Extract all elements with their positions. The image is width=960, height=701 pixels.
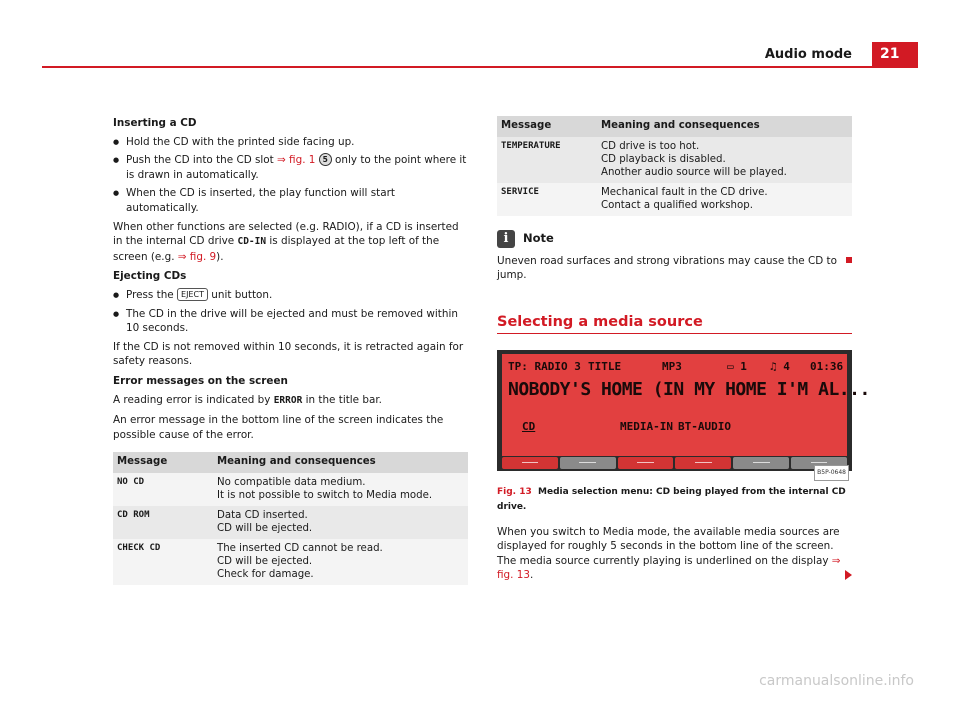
table-row: CHECK CD The inserted CD cannot be read. CD will be ejected. Check for damage. (113, 539, 468, 585)
bullet: ● Hold the CD with the printed side facing up. (113, 135, 468, 150)
table-row: NO CD No compatible data medium. It is not possible to switch to Media mode. (113, 473, 468, 506)
paragraph: When other functions are selected (e.g. RADIO), if a CD is inserted in the internal CD drive CD-IN is displayed at the top left of the screen (e.g. ⇒ fig. 9). (113, 220, 459, 263)
watermark: carmanualsonline.info (759, 673, 914, 689)
heading-inserting: Inserting a CD (113, 117, 197, 129)
table-row: SERVICE Mechanical fault in the CD drive. Contact a qualified workshop. (497, 183, 852, 216)
note-text: Uneven road surfaces and strong vibrations may cause the CD to jump. (497, 254, 852, 283)
header-rule (42, 66, 918, 68)
paragraph: An error message in the bottom line of the screen indicates the possible cause of the error. (113, 414, 444, 441)
paragraph: If the CD is not removed within 10 seconds, it is retracted again for safety reasons. (113, 340, 464, 368)
error-table-1: Message Meaning and consequences NO CD No compatible data medium. It is not possible to switch to Media mode. CD ROM Data CD inserted. CD will be ejected. CHECK CD The inserted CD cannot be read. CD will be ejected. Check for damage. (113, 452, 468, 585)
chapter-title: Audio mode (764, 47, 852, 62)
page-number: 21 (872, 42, 918, 67)
callout-number: 5 (319, 153, 332, 166)
fig-link[interactable]: ⇒ fig. 9 (177, 250, 217, 263)
bullet: ● When the CD is inserted, the play function will start automatically. (113, 186, 468, 215)
figure-caption: Fig. 13 Media selection menu: CD being played from the internal CD drive. (497, 487, 846, 512)
heading-ejecting: Ejecting CDs (113, 270, 187, 283)
track-icon: ♫ 4 (770, 360, 790, 374)
folder-icon: ▭ 1 (727, 360, 747, 374)
radio-screen: TP: RADIO 3 TITLE MP3 ▭ 1 ♫ 4 01:36 NOBODY'S HOME (IN MY HOME I'M AL... CD MEDIA-IN BT-AUDIO (502, 354, 847, 456)
fig-link[interactable]: ⇒ fig. 13 (497, 554, 841, 582)
screen-buttons (502, 457, 847, 469)
screen-button (502, 457, 558, 469)
source-bt-audio: BT-AUDIO (678, 420, 731, 434)
end-mark-icon (846, 257, 852, 263)
note-header (497, 230, 852, 248)
table-row: CD ROM Data CD inserted. CD will be ejected. (113, 506, 468, 539)
source-cd: CD (522, 420, 536, 434)
screen-button (560, 457, 616, 469)
fig-link[interactable]: ⇒ fig. 1 (277, 154, 316, 167)
eject-key: EJECT (177, 288, 208, 301)
source-media-in: MEDIA-IN (620, 420, 673, 434)
track-title: NOBODY'S HOME (IN MY HOME I'M AL... (508, 379, 870, 401)
bullet: ● Press the EJECT unit button. (113, 288, 468, 303)
bullet: ● Push the CD into the CD slot ⇒ fig. 1 5 only to the point where it is drawn in automatically. (113, 153, 468, 182)
bullet: ● The CD in the drive will be ejected and must be removed within 10 seconds. (113, 307, 468, 336)
heading-errors: Error messages on the screen (113, 374, 288, 387)
screen-button (675, 457, 731, 469)
section-title: Selecting a media source (497, 315, 852, 335)
radio-display-figure (497, 350, 870, 476)
info-icon: i (497, 230, 515, 248)
table-row: TEMPERATURE CD drive is too hot. CD playback is disabled. Another audio source will be played. (497, 137, 852, 183)
right-column (497, 116, 870, 588)
figure-code: B5P-0648 (814, 465, 849, 482)
error-table-2: Message Meaning and consequences TEMPERATURE CD drive is too hot. CD playback is disabled. Another audio source will be played. SERVICE Mechanical fault in the CD drive. Contact a qualified workshop. (497, 116, 852, 216)
screen-button (733, 457, 789, 469)
note-title: Note (523, 231, 554, 246)
paragraph: A reading error is indicated by ERROR in the title bar. (113, 393, 382, 406)
left-column (113, 116, 468, 585)
screen-button (618, 457, 674, 469)
continue-arrow-icon (845, 570, 852, 580)
paragraph: When you switch to Media mode, the available media sources are displayed for roughly 5 seconds in the bottom line of the screen. The media source currently playing is underlined on the display ⇒ fig. 13. (497, 525, 852, 583)
